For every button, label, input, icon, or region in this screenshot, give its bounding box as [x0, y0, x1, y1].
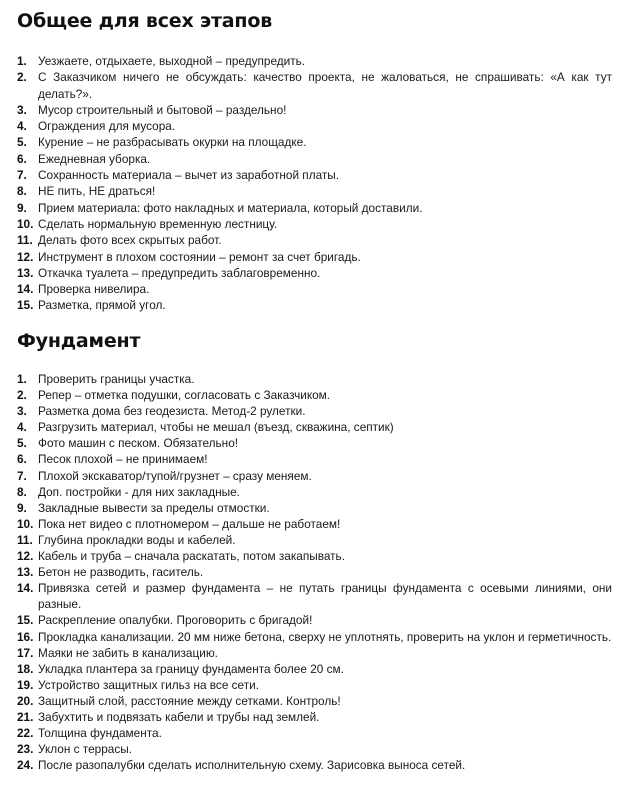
list-item-number: 14.: [17, 581, 34, 596]
list-item-number: 5.: [17, 436, 27, 451]
list-item-text: С Заказчиком ничего не обсуждать: качество проекта, не жаловаться, не спрашивать: «А как тут делать?».: [38, 70, 612, 101]
list-item-text: Плохой экскаватор/тупой/грузнет – сразу меняем.: [38, 468, 312, 483]
list-item-text: Разметка дома без геодезиста. Метод-2 рулетки.: [38, 404, 306, 419]
list-item: [0, 216, 622, 232]
list-item: [0, 151, 622, 167]
list-item: [0, 265, 622, 281]
list-item-text: Сделать нормальную временную лестницу.: [38, 216, 278, 231]
list-item: [0, 249, 622, 265]
list-item: [0, 564, 622, 580]
list-item-number: 13.: [17, 265, 34, 280]
list-item-number: 13.: [17, 565, 34, 580]
list-item: [0, 516, 622, 532]
list-item-number: 7.: [17, 168, 27, 183]
list-item-text: Прокладка канализации. 20 мм ниже бетона, сверху не уплотнять, проверить на уклон и герметичность.: [38, 629, 612, 644]
list-item: [0, 645, 622, 661]
list-item-text: Разгрузить материал, чтобы не мешал (въезд, скважина, септик): [38, 420, 394, 435]
list-item: [0, 757, 622, 773]
list-item-number: 23.: [17, 742, 34, 757]
list-item-number: 4.: [17, 420, 27, 435]
list-item-text: Ежедневная уборка.: [38, 151, 151, 166]
list-item-text: Защитный слой, расстояние между сетками. Контроль!: [38, 693, 341, 708]
list-item: [0, 741, 622, 757]
list-item-number: 19.: [17, 677, 34, 692]
list-item-number: 20.: [17, 693, 34, 708]
list-item-text: НЕ пить, НЕ драться!: [38, 184, 156, 199]
list-item-number: 17.: [17, 645, 34, 660]
list-item: [0, 232, 622, 248]
list-item-number: 1.: [17, 54, 27, 68]
list-item-text: Бетон не разводить, гаситель.: [38, 565, 204, 580]
list-item-text: Доп. постройки - для них закладные.: [38, 484, 240, 499]
list-item-number: 15.: [17, 298, 34, 313]
list-item-number: 12.: [17, 549, 34, 564]
list-item-number: 14.: [17, 282, 34, 297]
list-item-text: Уклон с террасы.: [38, 742, 132, 757]
list-item: [0, 532, 622, 548]
list-item: [0, 419, 622, 435]
list-item-number: 2.: [17, 70, 27, 85]
list-item-number: 2.: [17, 388, 27, 403]
list-item-text: Глубина прокладки воды и кабелей.: [38, 532, 236, 547]
list-item: [0, 371, 622, 387]
list-item-number: 15.: [17, 613, 34, 628]
list-item-text: Укладка плантера за границу фундамента более 20 см.: [38, 661, 344, 676]
list-item-number: 3.: [17, 102, 27, 117]
list-item-number: 16.: [17, 629, 34, 644]
list-item-text: Репер – отметка подушки, согласовать с Заказчиком.: [38, 388, 331, 403]
general-rules-list: [0, 53, 622, 314]
list-item-number: 7.: [17, 468, 27, 483]
list-item: [0, 69, 622, 102]
list-item-text: Делать фото всех скрытых работ.: [38, 233, 222, 248]
list-item-text: Инструмент в плохом состоянии – ремонт за счет бригадь.: [38, 249, 361, 264]
list-item-text: Разметка, прямой угол.: [38, 298, 166, 313]
list-item: [0, 387, 622, 403]
list-item: [0, 580, 622, 612]
foundation-rules-list: [0, 371, 622, 773]
list-item-number: 1.: [17, 372, 27, 386]
list-item: [0, 281, 622, 297]
list-item-number: 5.: [17, 135, 27, 150]
list-item: [0, 468, 622, 484]
list-item-text: Прием материала: фото накладных и материала, который доставили.: [38, 200, 423, 215]
list-item-text: Проверить границы участка.: [38, 372, 195, 386]
list-item: [0, 167, 622, 183]
list-item-number: 11.: [17, 233, 33, 248]
list-item-number: 6.: [17, 452, 27, 467]
list-item: [0, 134, 622, 150]
list-item: [0, 200, 622, 216]
list-item: [0, 677, 622, 693]
list-item-text: Забухтить и подвязать кабели и трубы над землей.: [38, 709, 320, 724]
list-item: [0, 661, 622, 677]
list-item-number: 18.: [17, 661, 34, 676]
list-item: [0, 629, 622, 645]
list-item-number: 8.: [17, 184, 27, 199]
list-item-number: 10.: [17, 216, 34, 231]
list-item: [0, 709, 622, 725]
list-item: [0, 451, 622, 467]
list-item: [0, 183, 622, 199]
list-item-text: Раскрепление опалубки. Проговорить с бригадой!: [38, 613, 313, 628]
list-item-text: Кабель и труба – сначала раскатать, потом закапывать.: [38, 549, 345, 564]
list-item: [0, 102, 622, 118]
list-item-text: После разопалубки сделать исполнительную схему. Зарисовка выноса сетей.: [38, 758, 466, 773]
section-title-foundation: Фундамент: [17, 330, 141, 352]
list-item: [0, 612, 622, 628]
list-item-text: Откачка туалета – предупредить заблаговременно.: [38, 265, 321, 280]
list-item-text: Сохранность материала – вычет из заработной платы.: [38, 168, 340, 183]
list-item-number: 9.: [17, 500, 27, 515]
section-title-general: Общее для всех этапов: [17, 10, 273, 32]
list-item-text: Проверка нивелира.: [38, 282, 150, 297]
list-item-number: 4.: [17, 119, 27, 134]
list-item: [0, 548, 622, 564]
list-item: [0, 435, 622, 451]
list-item: [0, 500, 622, 516]
list-item-text: Закладные вывести за пределы отмостки.: [38, 500, 270, 515]
list-item: [0, 53, 622, 69]
list-item-text: Устройство защитных гильз на все сети.: [38, 677, 260, 692]
list-item-number: 21.: [17, 709, 34, 724]
list-item-text: Маяки не забить в канализацию.: [38, 645, 218, 660]
list-item-text: Курение – не разбрасывать окурки на площадке.: [38, 135, 307, 150]
list-item-text: Пока нет видео с плотномером – дальше не работаем!: [38, 516, 341, 531]
list-item-text: Фото машин с песком. Обязательно!: [38, 436, 239, 451]
list-item-text: Песок плохой – не принимаем!: [38, 452, 208, 467]
list-item-number: 8.: [17, 484, 27, 499]
list-item-number: 6.: [17, 151, 27, 166]
list-item-number: 22.: [17, 726, 34, 741]
list-item-number: 24.: [17, 758, 34, 773]
list-item-number: 9.: [17, 200, 27, 215]
list-item-number: 11.: [17, 532, 33, 547]
list-item-text: Мусор строительный и бытовой – раздельно!: [38, 102, 287, 117]
list-item-text: Привязка сетей и размер фундамента – не путать границы фундамента с осевыми линиями, они разные.: [38, 581, 612, 612]
list-item: [0, 297, 622, 313]
list-item: [0, 693, 622, 709]
list-item-number: 10.: [17, 516, 34, 531]
list-item: [0, 403, 622, 419]
list-item: [0, 725, 622, 741]
list-item-number: 12.: [17, 249, 34, 264]
list-item-text: Ограждения для мусора.: [38, 119, 176, 134]
list-item-number: 3.: [17, 404, 27, 419]
list-item-text: Уезжаете, отдыхаете, выходной – предупредить.: [38, 54, 306, 68]
list-item: [0, 118, 622, 134]
list-item-text: Толщина фундамента.: [38, 726, 162, 741]
list-item: [0, 484, 622, 500]
